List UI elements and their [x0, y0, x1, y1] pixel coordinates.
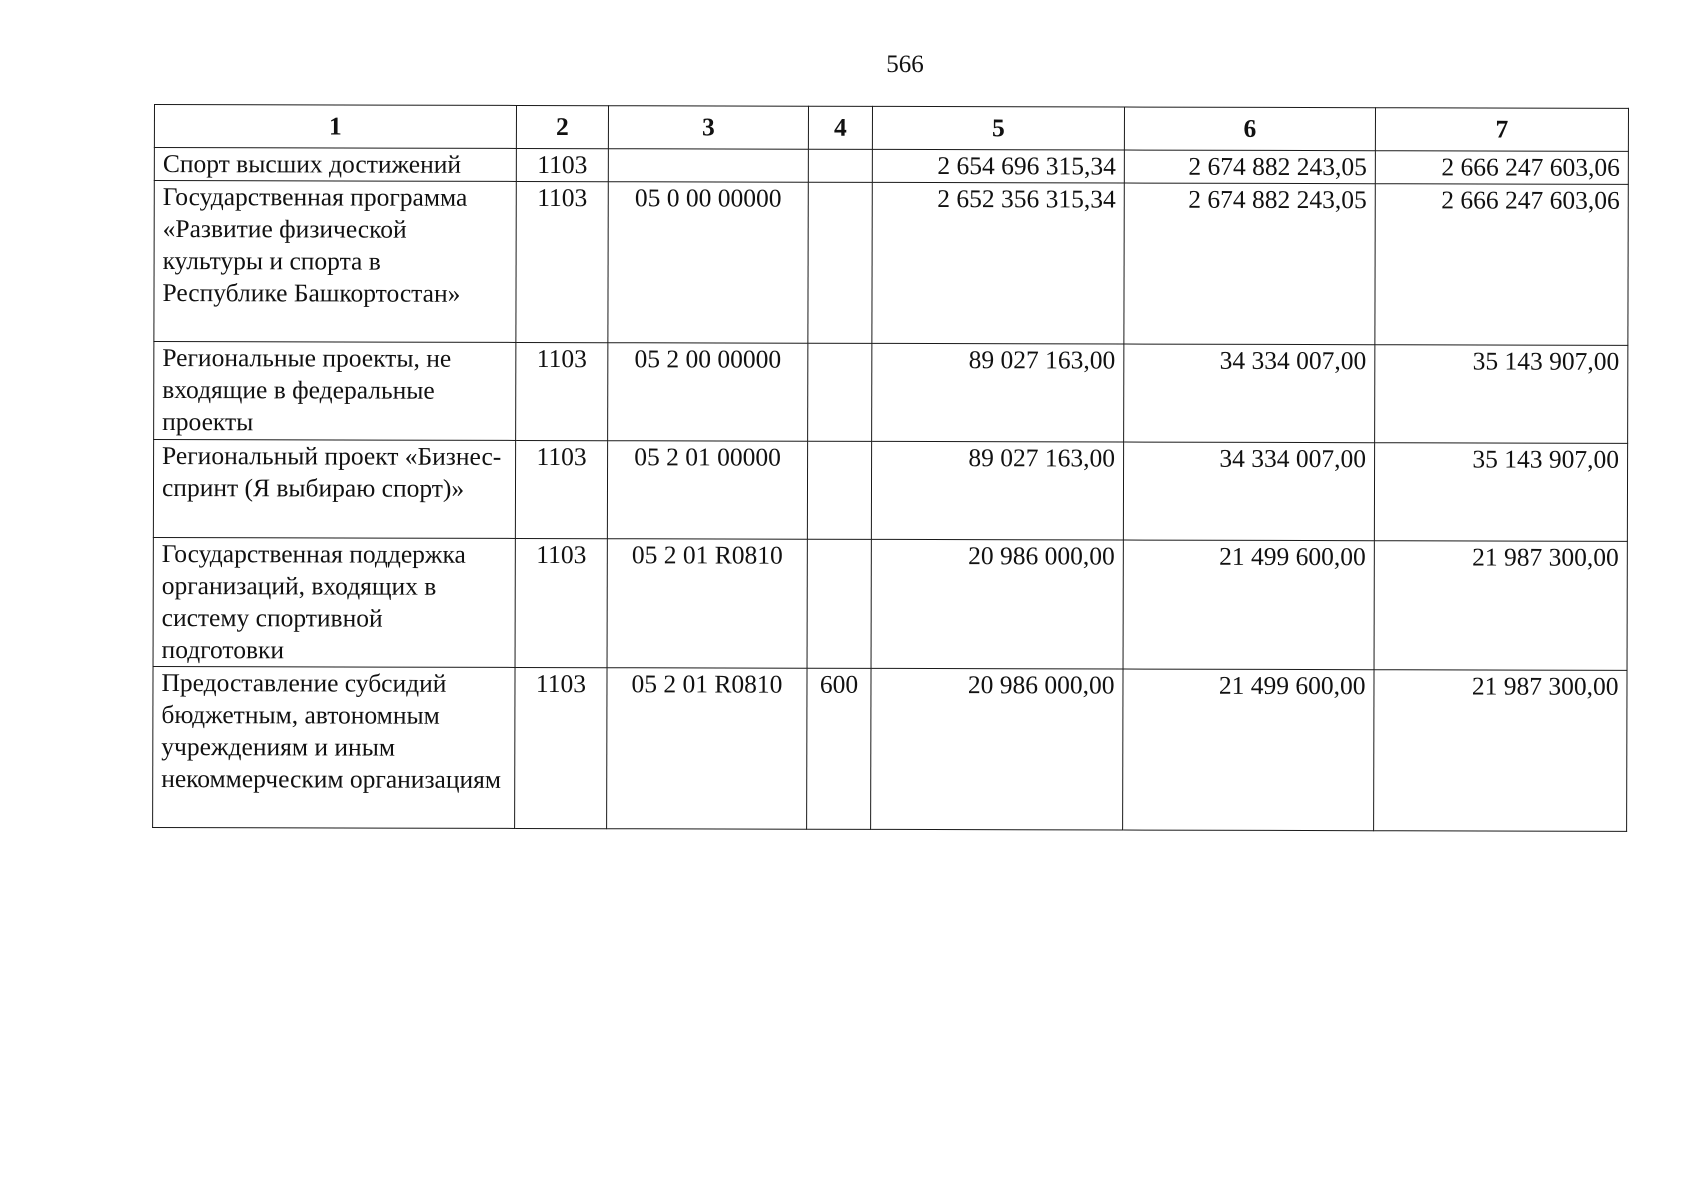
header-row: [154, 105, 1628, 152]
table-row: [154, 181, 1628, 346]
section-code: 1103: [515, 667, 607, 828]
amount-col-7: 21 987 300,00: [1374, 541, 1627, 671]
expense-kind: [808, 343, 872, 441]
table-row: [153, 537, 1627, 670]
expense-kind: [808, 149, 872, 182]
amount-col-6: 34 334 007,00: [1123, 442, 1374, 541]
amount-col-5: 2 654 696 315,34: [872, 149, 1124, 183]
amount-col-7: 35 143 907,00: [1375, 345, 1628, 444]
amount-col-6: 21 499 600,00: [1123, 669, 1374, 831]
expense-kind: [807, 441, 871, 539]
table-row: [154, 342, 1628, 444]
row-name: Государственная программа «Развитие физической культуры и спорта в Республике Башкортостан»: [154, 181, 516, 343]
row-name: Региональные проекты, не входящие в федеральные проекты: [154, 342, 516, 441]
amount-col-5: 20 986 000,00: [871, 668, 1123, 830]
amount-col-5: 20 986 000,00: [871, 539, 1123, 669]
target-code: 05 2 01 00000: [607, 441, 807, 540]
amount-col-7: 21 987 300,00: [1374, 670, 1627, 832]
amount-col-6: 2 674 882 243,05: [1124, 150, 1375, 184]
expense-kind: [807, 539, 871, 668]
table-row: [153, 666, 1627, 831]
target-code: 05 2 00 00000: [608, 343, 808, 442]
budget-table: [152, 104, 1629, 832]
amount-col-6: 34 334 007,00: [1124, 344, 1375, 443]
column-header-4: 4: [808, 106, 872, 149]
table-row: [154, 148, 1628, 185]
column-header-2: 2: [516, 105, 608, 148]
section-code: 1103: [516, 148, 608, 181]
expense-kind: 600: [807, 668, 871, 829]
section-code: 1103: [516, 181, 608, 342]
column-header-5: 5: [872, 106, 1124, 150]
table-row: [153, 440, 1627, 542]
column-header-7: 7: [1375, 108, 1628, 152]
amount-col-6: 21 499 600,00: [1123, 540, 1374, 670]
amount-col-7: 2 666 247 603,06: [1375, 184, 1628, 346]
amount-col-6: 2 674 882 243,05: [1124, 183, 1375, 345]
target-code: 05 2 01 R0810: [607, 668, 807, 830]
amount-col-7: 35 143 907,00: [1374, 443, 1627, 542]
section-code: 1103: [516, 342, 608, 440]
section-code: 1103: [515, 538, 607, 667]
row-name: Предоставление субсидий бюджетным, автономным учреждениям и иным некоммерческим организациям: [153, 666, 515, 828]
target-code: [608, 149, 808, 183]
column-header-1: 1: [154, 105, 516, 149]
amount-col-5: 89 027 163,00: [871, 441, 1123, 540]
expense-kind: [808, 182, 872, 343]
row-name: Спорт высших достижений: [154, 148, 516, 182]
column-header-3: 3: [608, 106, 808, 150]
target-code: 05 0 00 00000: [608, 182, 808, 344]
page-number: 566: [886, 51, 924, 78]
amount-col-5: 2 652 356 315,34: [872, 182, 1124, 344]
amount-col-7: 2 666 247 603,06: [1375, 151, 1628, 185]
column-header-6: 6: [1124, 107, 1375, 151]
row-name: Региональный проект «Бизнес-спринт (Я выбираю спорт)»: [153, 440, 515, 539]
section-code: 1103: [515, 440, 607, 538]
row-name: Государственная поддержка организаций, входящих в систему спортивной подготовки: [153, 537, 515, 667]
target-code: 05 2 01 R0810: [607, 539, 807, 669]
amount-col-5: 89 027 163,00: [872, 343, 1124, 442]
